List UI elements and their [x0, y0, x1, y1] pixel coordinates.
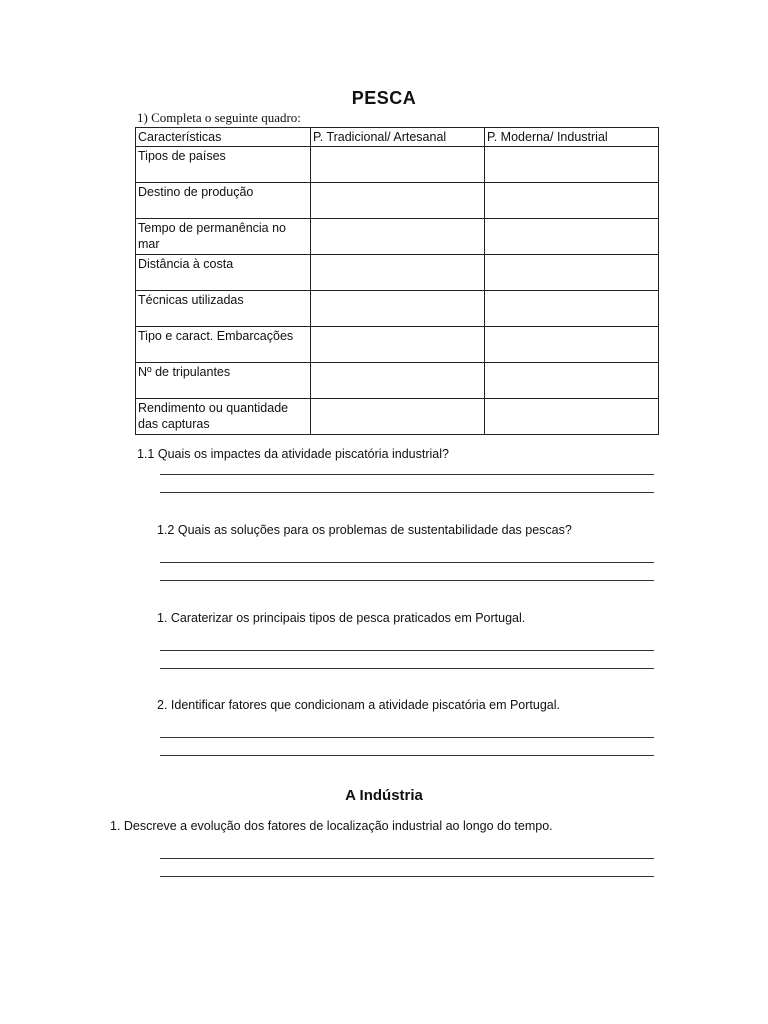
- table-row: [136, 327, 659, 363]
- row-label: Tipos de países: [136, 147, 311, 183]
- table-row: [136, 255, 659, 291]
- answer-cell-modern[interactable]: [485, 147, 659, 183]
- answer-cell-traditional[interactable]: [311, 399, 485, 435]
- row-label: Nº de tripulantes: [136, 363, 311, 399]
- table-row: [136, 183, 659, 219]
- answer-cell-modern[interactable]: [485, 363, 659, 399]
- question-portugal-factors: 2. Identificar fatores que condicionam a atividade piscatória em Portugal.: [157, 698, 561, 712]
- answer-cell-traditional[interactable]: [311, 183, 485, 219]
- answer-line[interactable]: [160, 492, 654, 493]
- answer-cell-traditional[interactable]: [311, 291, 485, 327]
- answer-cell-traditional[interactable]: [311, 219, 485, 255]
- answer-line[interactable]: [160, 755, 654, 756]
- characteristics-table: [135, 127, 659, 435]
- answer-line[interactable]: [160, 876, 654, 877]
- question-portugal-types: 1. Caraterizar os principais tipos de pesca praticados em Portugal.: [157, 611, 526, 625]
- section-title-industria: A Indústria: [345, 787, 423, 804]
- question-1-1: 1.1 Quais os impactes da atividade piscatória industrial?: [137, 447, 449, 461]
- question-1-2: 1.2 Quais as soluções para os problemas de sustentabilidade das pescas?: [157, 523, 572, 537]
- answer-cell-modern[interactable]: [485, 255, 659, 291]
- answer-line[interactable]: [160, 580, 654, 581]
- answer-cell-modern[interactable]: [485, 399, 659, 435]
- header-cell-modern: P. Moderna/ Industrial: [485, 128, 659, 147]
- row-label: Tipo e caract. Embarcações: [136, 327, 311, 363]
- answer-cell-modern[interactable]: [485, 219, 659, 255]
- row-label: Destino de produção: [136, 183, 311, 219]
- answer-cell-traditional[interactable]: [311, 327, 485, 363]
- table-row: [136, 399, 659, 435]
- header-cell-traditional: P. Tradicional/ Artesanal: [311, 128, 485, 147]
- answer-line[interactable]: [160, 858, 654, 859]
- header-cell-characteristics: Características: [136, 128, 311, 147]
- answer-cell-modern[interactable]: [485, 291, 659, 327]
- table-instruction: 1) Completa o seguinte quadro:: [137, 110, 301, 125]
- table-row: [136, 363, 659, 399]
- row-label: Tempo de permanência no mar: [136, 219, 311, 255]
- answer-cell-traditional[interactable]: [311, 255, 485, 291]
- table-row: [136, 219, 659, 255]
- row-label: Técnicas utilizadas: [136, 291, 311, 327]
- answer-line[interactable]: [160, 562, 654, 563]
- answer-cell-traditional[interactable]: [311, 363, 485, 399]
- table-row: [136, 147, 659, 183]
- table-row: [136, 291, 659, 327]
- answer-cell-modern[interactable]: [485, 327, 659, 363]
- answer-line[interactable]: [160, 650, 654, 651]
- page-title: PESCA: [351, 88, 417, 108]
- answer-line[interactable]: [160, 668, 654, 669]
- answer-line[interactable]: [160, 737, 654, 738]
- answer-line[interactable]: [160, 474, 654, 475]
- question-industria-1: 1. Descreve a evolução dos fatores de localização industrial ao longo do tempo.: [110, 819, 553, 833]
- row-label: Rendimento ou quantidade das capturas: [136, 399, 311, 435]
- answer-cell-traditional[interactable]: [311, 147, 485, 183]
- answer-cell-modern[interactable]: [485, 183, 659, 219]
- table-header-row: [136, 128, 659, 147]
- row-label: Distância à costa: [136, 255, 311, 291]
